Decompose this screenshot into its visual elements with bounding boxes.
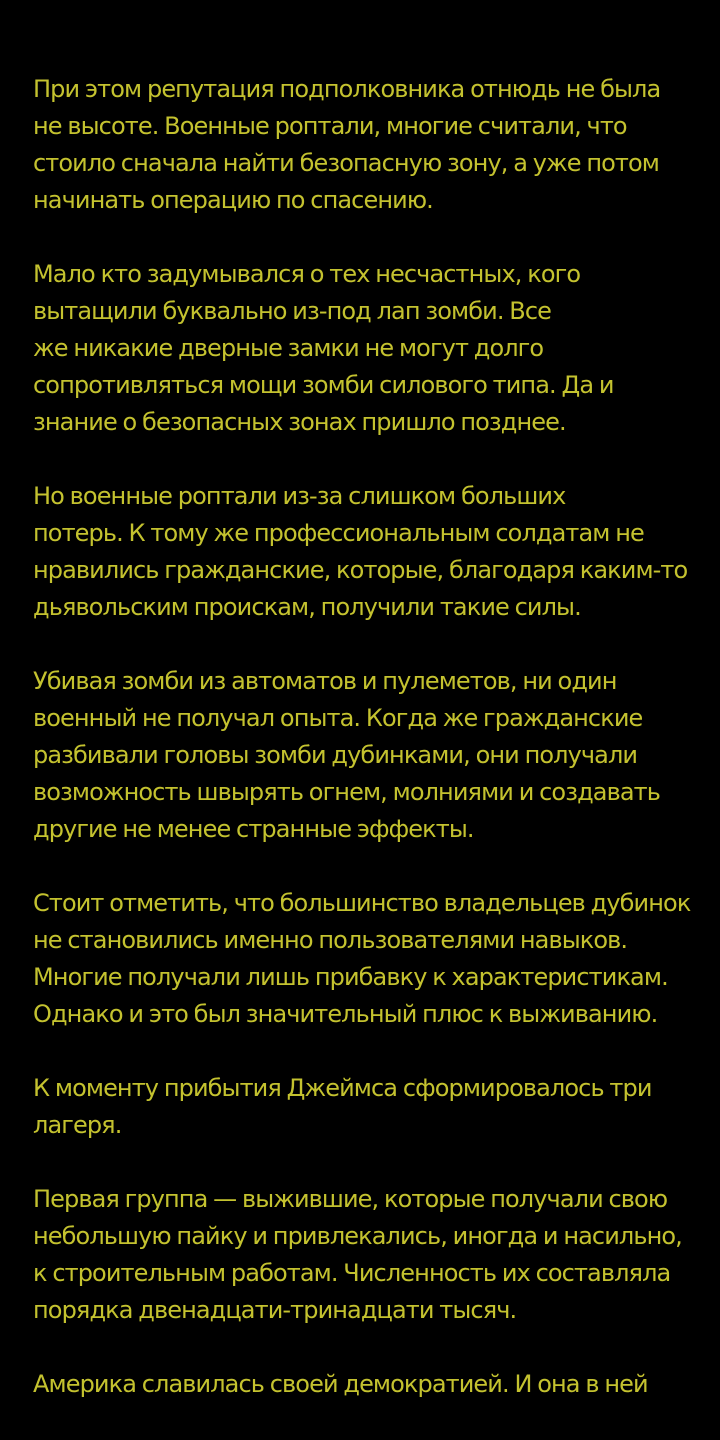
text-line: не высоте. Военные роптали, многие считали, что [33, 112, 627, 140]
text-line: сопротивляться мощи зомби силового типа. Да и [33, 371, 614, 399]
text-line: Америка славилась своей демократией. И она в ней [33, 1370, 648, 1398]
text-line: дьявольским проискам, получили такие силы. [33, 593, 581, 621]
text-line: Первая группа — выжившие, которые получали свою [33, 1185, 668, 1213]
chapter-text [33, 71, 703, 1440]
text-line: порядка двенадцати-тринадцати тысяч. [33, 1296, 517, 1324]
text-line: потерь. К тому же профессиональным солдатам не [33, 519, 644, 547]
text-line: Но военные роптали из-за слишком больших [33, 482, 566, 510]
text-line: не становились именно пользователями навыков. [33, 926, 628, 954]
paragraph [33, 663, 703, 848]
paragraph [33, 478, 703, 626]
paragraph [33, 1366, 703, 1403]
text-line: же никакие дверные замки не могут долго [33, 334, 544, 362]
text-line: военный не получал опыта. Когда же гражданские [33, 704, 643, 732]
text-line: Мало кто задумывался о тех несчастных, кого [33, 260, 581, 288]
text-line: начинать операцию по спасению. [33, 186, 433, 214]
text-line: Многие получали лишь прибавку к характеристикам. [33, 963, 668, 991]
text-line: небольшую пайку и привлекались, иногда и насильно, [33, 1222, 682, 1250]
text-line: разбивали головы зомби дубинками, они получали [33, 741, 638, 769]
text-line: При этом репутация подполковника отнюдь не была [33, 75, 661, 103]
text-line: возможность швырять огнем, молниями и создавать [33, 778, 660, 806]
text-line: К моменту прибытия Джеймса сформировалось три [33, 1074, 652, 1102]
text-line: знание о безопасных зонах пришло позднее. [33, 408, 566, 436]
text-line: вытащили буквально из-под лап зомби. Все [33, 297, 552, 325]
paragraph [33, 885, 703, 1033]
text-line: Однако и это был значительный плюс к выживанию. [33, 1000, 658, 1028]
text-line: Стоит отметить, что большинство владельцев дубинок [33, 889, 691, 917]
paragraph [33, 1070, 703, 1144]
paragraph [33, 71, 703, 219]
text-line: другие не менее странные эффекты. [33, 815, 474, 843]
text-line: лагеря. [33, 1111, 122, 1139]
text-line: стоило сначала найти безопасную зону, а уже потом [33, 149, 659, 177]
text-line: Убивая зомби из автоматов и пулеметов, ни один [33, 667, 617, 695]
paragraph [33, 1181, 703, 1329]
text-line: к строительным работам. Численность их составляла [33, 1259, 671, 1287]
paragraph [33, 256, 703, 441]
text-line: нравились гражданские, которые, благодаря каким-то [33, 556, 688, 584]
